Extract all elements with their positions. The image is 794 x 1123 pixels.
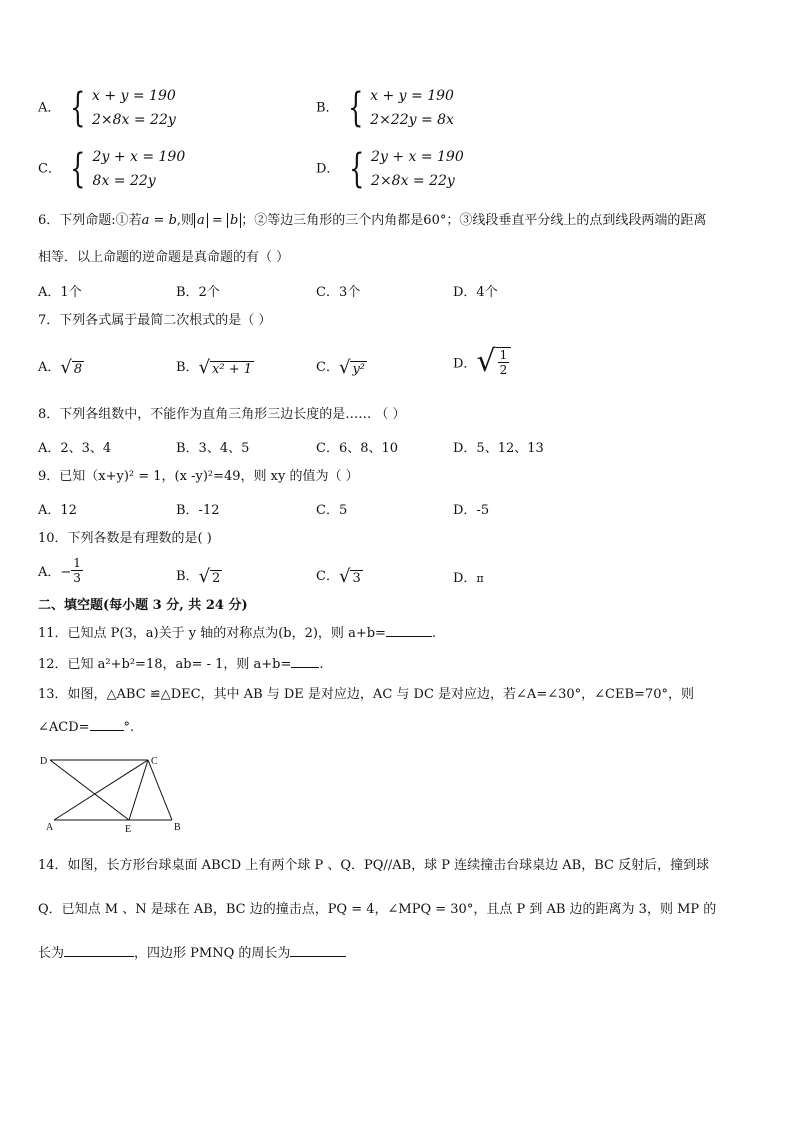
answer-blank[interactable] [291, 655, 319, 668]
equation-2: 2×22y = 8x [370, 112, 454, 128]
equation-1: x + y = 190 [370, 88, 454, 104]
q14-stem-line3: 长为 ，四边形 PMNQ 的周长为 [38, 944, 346, 963]
vertex-label-d: D [40, 756, 48, 767]
q8-option-c[interactable]: C．6、8、10 [316, 441, 399, 456]
answer-blank-mp[interactable] [64, 944, 134, 957]
q14-stem-line2: Q．已知点 M 、N 是球在 AB，BC 边的撞击点，PQ = 4，∠MPQ = 30°，且点 P 到 AB 边的距离为 3，则 MP 的 [38, 902, 717, 917]
q7-stem: 7．下列各式属于最简二次根式的是（ ） [38, 313, 272, 328]
q14-stem-line1: 14．如图，长方形台球桌面 ABCD 上有两个球 P 、Q．PQ//AB，球 P 连续撞击台球桌边 AB，BC 反射后，撞到球 [38, 858, 710, 873]
q10-stem: 10．下列各数是有理数的是( ) [38, 531, 212, 546]
vertex-label-a: A [46, 822, 54, 833]
q6-option-c[interactable]: C．3个 [316, 285, 361, 300]
option-label: D． [316, 161, 340, 177]
equation-1: 2y + x = 190 [371, 149, 464, 165]
sqrt-expression: √ 8 [60, 356, 83, 378]
q9-option-c[interactable]: C．5 [316, 503, 348, 518]
equation-system: { x + y = 190 2×8x = 22y [69, 85, 176, 131]
equation-system: { 2y + x = 190 2×8x = 22y [348, 146, 464, 192]
q8-option-a[interactable]: A．2、3、4 [38, 441, 112, 456]
q13-stem-line2: ∠ACD= °. [38, 720, 135, 735]
q6-option-b[interactable]: B．2个 [176, 285, 220, 300]
q10-option-d[interactable]: D．π [453, 571, 484, 586]
q7-option-d[interactable]: D． √ $\frac{1}{2}$ [453, 347, 511, 377]
equation-2: 2×8x = 22y [371, 173, 455, 189]
q5-option-b[interactable] [316, 84, 454, 132]
q7-option-a[interactable]: A． √ 8 [38, 356, 83, 378]
q5-option-d[interactable] [316, 145, 464, 193]
q8-stem: 8．下列各组数中，不能作为直角三角形三边长度的是…… （ ） [38, 407, 406, 422]
q6-option-d[interactable]: D．4个 [453, 285, 498, 300]
option-label: A． [38, 100, 61, 116]
q10-option-b[interactable]: B． √ 2 [176, 565, 221, 587]
sqrt-expression: √ x² + 1 [198, 356, 253, 378]
triangle-figure [36, 752, 196, 836]
q6-stem-line1: 6．下列命题:①若a = b,则 a = b ；②等边三角形的三个内角都是60°；③线段垂直平分线上的点到线段两端的距离 [38, 213, 707, 228]
q12-stem: 12．已知 a²+b²=18，ab= - 1，则 a+b= . [38, 657, 324, 672]
equation-system: { x + y = 190 2×22y = 8x [347, 85, 454, 131]
segment-ce [129, 760, 148, 820]
answer-blank[interactable] [90, 718, 124, 731]
q10-option-c[interactable]: C． √ 3 [316, 565, 361, 587]
q5-option-c[interactable] [38, 145, 185, 193]
equation-2: 8x = 22y [92, 173, 156, 189]
q9-option-b[interactable]: B．-12 [176, 503, 220, 518]
q7-option-b[interactable]: B． √ x² + 1 [176, 356, 253, 378]
option-label: C． [38, 161, 61, 177]
vertex-label-e: E [125, 824, 132, 835]
sqrt-expression: √ $\frac{1}{2}$ [476, 347, 511, 377]
equation-1: 2y + x = 190 [92, 149, 186, 165]
vertex-label-c: C [151, 756, 158, 767]
q10-option-a[interactable]: A．− $\frac{1}{3}$ [38, 556, 81, 585]
q11-stem: 11．已知点 P(3，a)关于 y 轴的对称点为(b，2)，则 a+b= . [38, 626, 437, 641]
q6-stem-line2: 相等．以上命题的逆命题是真命题的有（ ） [38, 250, 290, 265]
q9-option-d[interactable]: D．-5 [453, 503, 490, 518]
sqrt-expression: √ y² [338, 356, 365, 378]
q13-stem-line1: 13．如图，△ABC ≌△DEC，其中 AB 与 DE 是对应边，AC 与 DC 是对应边，若∠A=∠30°，∠CEB=70°，则 [38, 687, 694, 702]
equation-system: { 2y + x = 190 8x = 22y [70, 146, 186, 192]
option-label: B． [316, 100, 339, 116]
vertex-label-b: B [174, 822, 181, 833]
equation-2: 2×8x = 22y [91, 112, 176, 128]
fraction: $\frac{1}{3}$ [73, 556, 81, 585]
q6-option-a[interactable]: A．1个 [38, 285, 82, 300]
section-heading: 二、填空题(每小题 3 分, 共 24 分) [38, 598, 248, 613]
sqrt-expression: √ 2 [198, 565, 221, 587]
q5-option-a[interactable] [38, 84, 176, 132]
segment-de [50, 760, 129, 820]
q8-option-d[interactable]: D．5、12、13 [453, 441, 544, 456]
segment-cb [148, 760, 172, 820]
q9-option-a[interactable]: A．12 [38, 503, 77, 518]
sqrt-expression: √ 3 [338, 565, 361, 587]
q7-option-c[interactable]: C． √ y² [316, 356, 365, 378]
answer-blank-perimeter[interactable] [290, 944, 346, 957]
answer-blank[interactable] [386, 624, 432, 637]
segment-ca [54, 760, 148, 820]
equation-1: x + y = 190 [91, 88, 176, 104]
q9-stem: 9．已知（x+y)² = 1，(x -y)²=49，则 xy 的值为（ ） [38, 469, 359, 484]
q8-option-b[interactable]: B．3、4、5 [176, 441, 250, 456]
